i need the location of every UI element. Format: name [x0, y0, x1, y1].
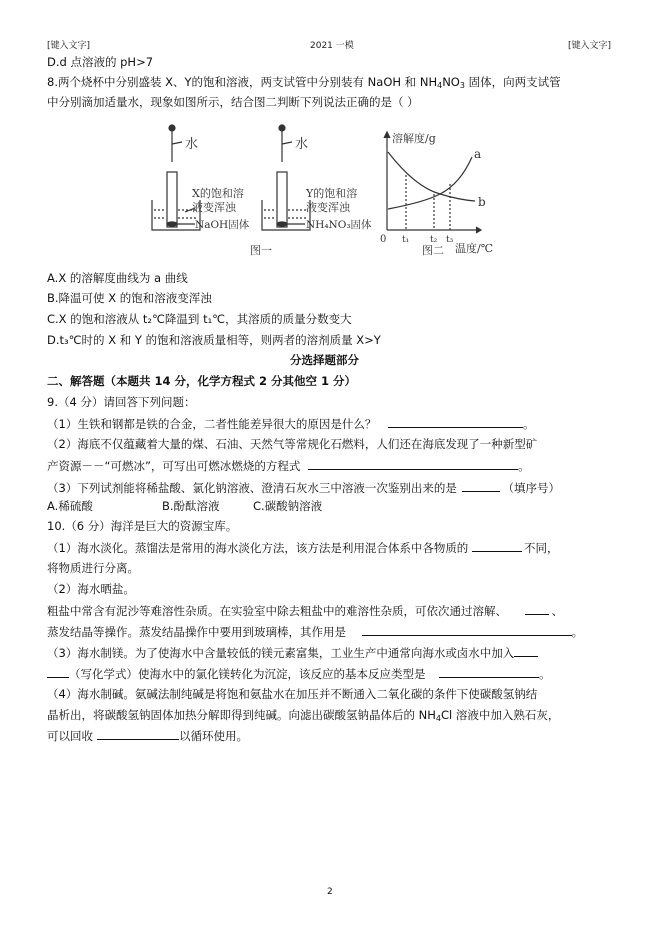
text: （3）下列试剂能将稀盐酸、氯化钠溶液、澄清石灰水三中溶液一次鉴别出来的是	[47, 481, 457, 495]
q10-title: 10.（6 分）海洋是巨大的资源宝库。	[47, 519, 238, 533]
text: 固体，向两支试管	[464, 75, 561, 89]
water-label-2: 水	[295, 137, 309, 152]
text: 产资源－－“可燃冰”，可写出可燃冰燃烧的方程式	[47, 459, 301, 473]
answer-blank[interactable]	[362, 623, 572, 636]
page-number: 2	[327, 887, 333, 897]
answer-blank[interactable]	[97, 727, 179, 740]
naoh-label: NaOH固体	[195, 219, 250, 231]
water-label-1: 水	[185, 137, 199, 152]
text: 晶析出，将碳酸氢钠固体加热分解即得到纯碱。向滤出碳酸氢钠晶体后的 NH	[47, 708, 436, 722]
q8-option-d: D.t₃℃时的 X 和 Y 的饱和溶液质量相等，则两者的溶剂质量 X>Y	[47, 333, 381, 347]
y-label-2: 液变浑浊	[306, 201, 350, 214]
y-axis-label: 溶解度/g	[392, 132, 436, 145]
q8-stem-line2: 中分别滴加适量水，现象如图所示，结合图二判断下列说法正确的是（ ）	[47, 95, 419, 109]
q10-part2-line2	[47, 623, 583, 640]
text: 。	[518, 459, 530, 473]
answer-blank[interactable]	[514, 644, 538, 657]
t1-label: t₁	[402, 235, 410, 245]
q10-part4-line2	[47, 707, 559, 723]
text: （3）海水制镁。为了使海水中含量较低的镁元素富集，工业生产中通常向海水或卤水中加入	[47, 646, 515, 660]
x-axis-label: 温度/℃	[455, 242, 494, 255]
answer-blank[interactable]	[472, 539, 522, 552]
q9-choice-b: B.酚酞溶液	[162, 499, 220, 513]
q10-part3-line1	[47, 644, 538, 661]
text: 。	[522, 417, 535, 431]
header-right: [键入文字]	[568, 41, 612, 51]
header-left: [键入文字]	[47, 41, 91, 51]
fig1-caption: 图一	[250, 244, 272, 257]
text: NO	[442, 75, 460, 89]
q10-part3-line2	[47, 665, 551, 682]
answer-blank[interactable]	[47, 665, 69, 678]
q9-part2-line2	[47, 457, 530, 474]
header-center: 2021 一模	[310, 41, 354, 51]
text: 。	[571, 625, 584, 639]
text: 可以回收	[47, 729, 93, 743]
q8-stem-line1	[47, 74, 561, 90]
answer-blank[interactable]	[462, 479, 500, 492]
q8-option-c: C.X 的饱和溶液从 t₂℃降温到 t₁℃，其溶质的质量分数变大	[47, 312, 352, 326]
answer-blank[interactable]	[439, 665, 539, 678]
t3-label: t₃	[446, 235, 454, 245]
q9-part3	[47, 479, 560, 496]
q7-option-d: D.d 点溶液的 pH>7	[47, 55, 154, 69]
text: 以循环使用。	[179, 729, 248, 743]
q10-part2-line1	[47, 602, 563, 619]
q8-option-a: A.X 的溶解度曲线为 a 曲线	[47, 271, 188, 285]
x-label-1: X的饱和溶	[192, 187, 244, 200]
curve-a	[388, 157, 472, 209]
text: （写化学式）使海水中的氯化镁转化为沉淀，该反应的基本反应类型是	[69, 667, 426, 681]
q8-figure	[140, 112, 520, 262]
q10-part1-line1	[47, 539, 558, 556]
curve-a-label: a	[474, 147, 482, 161]
q8-option-b: B.降温可使 X 的饱和溶液变浑浊	[47, 291, 212, 305]
q10-part1-line2: 将物质进行分离。	[47, 561, 139, 575]
text: 蒸发结晶等操作。蒸发结晶操作中要用到玻璃棒，其作用是	[47, 625, 346, 639]
text: 不同，	[523, 541, 559, 555]
x-label-2: 液变浑浊	[192, 201, 236, 214]
text: 8.两个烧杯中分别盛装 X、Y的饱和溶液，两支试管中分别装有 NaOH 和 NH	[47, 75, 438, 89]
text: 。	[539, 667, 551, 681]
q9-part2-line1: （2）海底不仅蕴藏着大量的煤、石油、天然气等常规化石燃料，人们还在海底发现了一种新型矿	[47, 437, 538, 451]
figure-one	[152, 125, 310, 230]
answer-blank[interactable]	[525, 602, 549, 615]
solubility-chart	[384, 132, 481, 233]
q10-part4-line1: （4）海水制碱。氨碱法制纯碱是将饱和氨盐水在加压并不断通入二氧化碳的条件下使碳酸氢钠结	[47, 687, 538, 701]
q10-part2-title: （2）海水晒盐。	[47, 582, 135, 596]
q9-choice-a: A.稀硫酸	[47, 499, 93, 513]
nh4no3-label: NH₄NO₃固体	[306, 219, 372, 231]
part2-title: 二、解答题（本题共 14 分，化学方程式 2 分其他空 1 分）	[47, 374, 357, 388]
answer-blank[interactable]	[388, 415, 523, 428]
q9-title: 9.（4 分）请回答下列问题：	[47, 395, 196, 409]
q10-part4-line3	[47, 727, 248, 744]
curve-b	[388, 152, 475, 201]
y-label-1: Y的饱和溶	[306, 187, 358, 200]
text: Cl 溶液中加入熟石灰，	[441, 708, 560, 722]
subscript: 3	[459, 81, 465, 90]
text: （填序号）	[502, 481, 560, 495]
answer-blank[interactable]	[308, 457, 518, 470]
q9-part1	[47, 415, 534, 432]
text: （1）生铁和钢都是铁的合金，二者性能差异很大的原因是什么？	[47, 417, 377, 431]
q9-choice-c: C.碳酸钠溶液	[253, 499, 323, 513]
subscript: 4	[437, 81, 443, 90]
subscript: 4	[435, 714, 441, 723]
fig2-caption: 图二	[422, 244, 444, 257]
text: 、	[551, 604, 564, 618]
curve-b-label: b	[478, 195, 486, 209]
text: 粗盐中常含有泥沙等难溶性杂质。在实验室中除去粗盐中的难溶性杂质，可依次通过溶解、	[47, 604, 507, 618]
section-title: 分选择题部分	[290, 353, 359, 367]
t2-label: t₂	[430, 235, 438, 245]
text: （1）海水淡化。蒸馏法是常用的海水淡化方法，该方法是利用混合体系中各物质的	[47, 541, 469, 555]
origin-label: 0	[380, 234, 387, 245]
